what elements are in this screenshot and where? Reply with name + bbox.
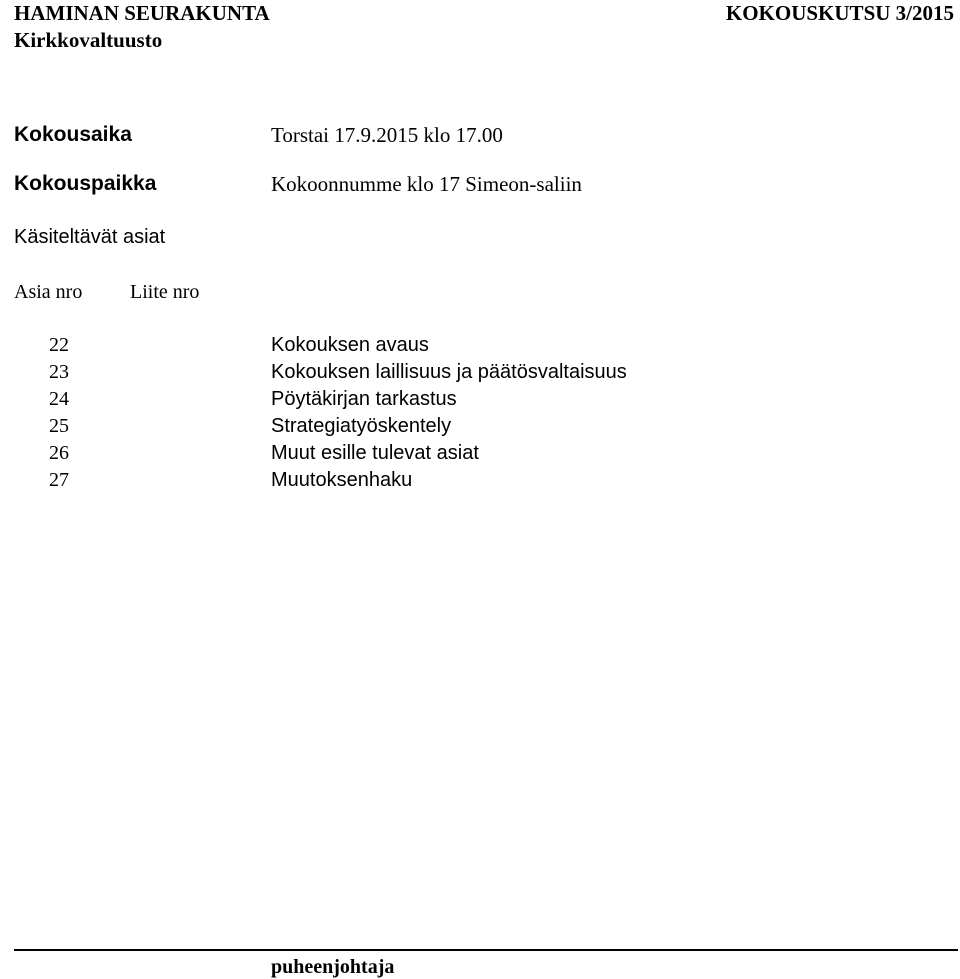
agenda-item <box>0 468 960 494</box>
column-header-item-number: Asia nro <box>14 281 83 303</box>
agenda-item-title: Kokouksen laillisuus ja päätösvaltaisuus <box>271 361 627 383</box>
agenda-item-title: Muut esille tulevat asiat <box>271 442 479 464</box>
meeting-time-value: Torstai 17.9.2015 klo 17.00 <box>271 123 503 147</box>
agenda-item-number: 22 <box>49 334 69 356</box>
signature-line <box>14 949 958 951</box>
agenda-item-number: 24 <box>49 388 69 410</box>
column-header-attachment-number: Liite nro <box>130 281 200 303</box>
agenda-item-title: Muutoksenhaku <box>271 469 413 491</box>
agenda-item <box>0 441 960 467</box>
document-title: KOKOUSKUTSU 3/2015 <box>725 1 954 25</box>
agenda-item-number: 26 <box>49 442 69 464</box>
agenda-item <box>0 333 960 359</box>
agenda-item-title: Pöytäkirjan tarkastus <box>271 388 457 410</box>
meeting-place-value: Kokoonnumme klo 17 Simeon-saliin <box>271 172 582 196</box>
agenda-item-title: Kokouksen avaus <box>271 334 429 356</box>
organization-name: HAMINAN SEURAKUNTA <box>14 1 270 25</box>
agenda-item-number: 23 <box>49 361 69 383</box>
meeting-place-label: Kokouspaikka <box>14 172 157 195</box>
agenda-item-number: 25 <box>49 415 69 437</box>
agenda-item <box>0 414 960 440</box>
meeting-time-label: Kokousaika <box>14 123 132 146</box>
agenda-item <box>0 387 960 413</box>
agenda-item-number: 27 <box>49 469 69 491</box>
signature-role: puheenjohtaja <box>271 956 395 978</box>
governing-body: Kirkkovaltuusto <box>14 28 163 52</box>
agenda-item <box>0 360 960 386</box>
agenda-section-title: Käsiteltävät asiat <box>14 226 166 248</box>
agenda-item-title: Strategiatyöskentely <box>271 415 452 437</box>
